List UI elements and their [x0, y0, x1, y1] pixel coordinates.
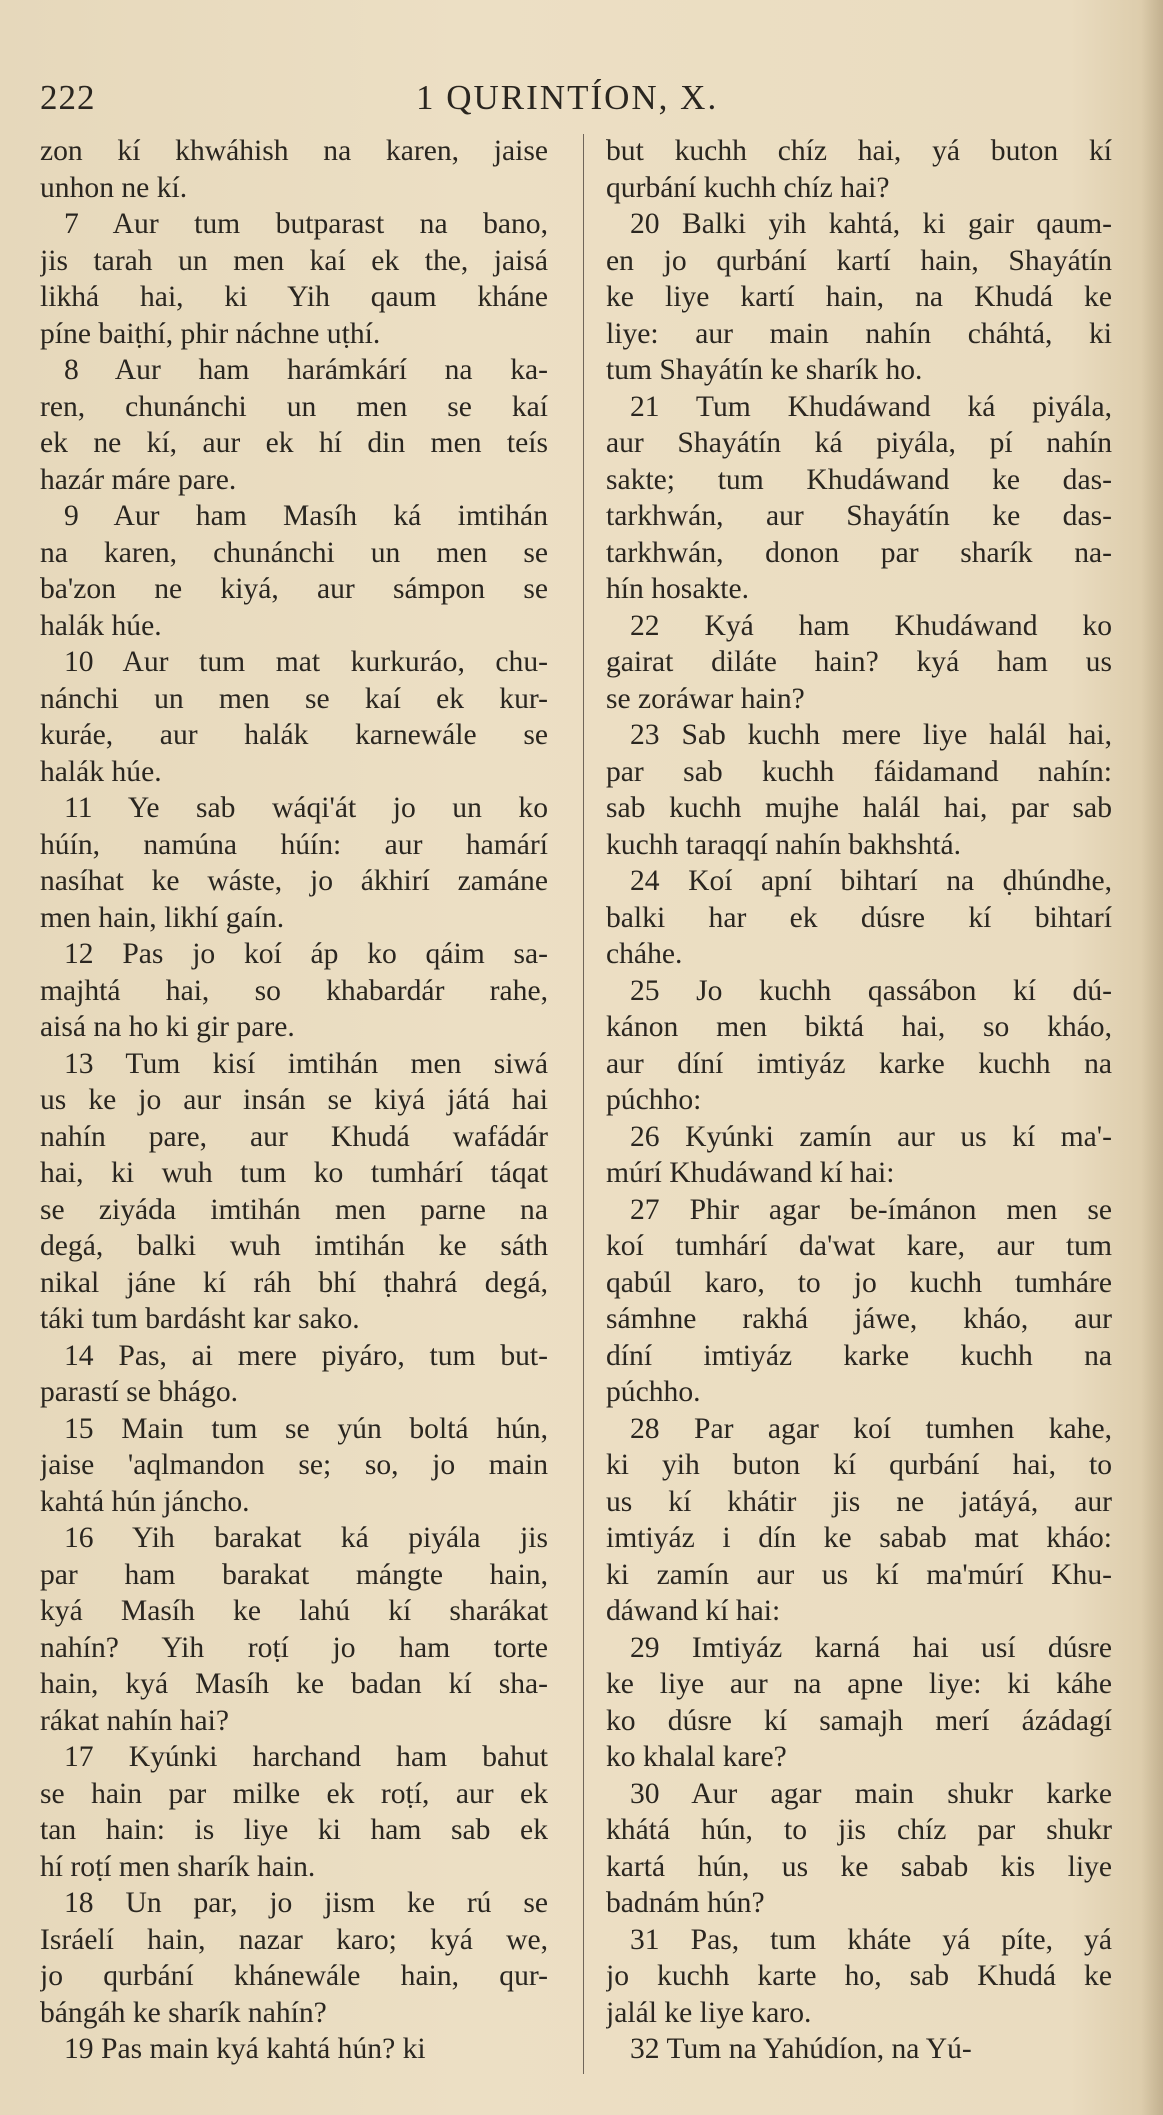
- text-line: khátá hún, to jis chíz par shukr: [606, 1814, 1112, 1846]
- text-line: qabúl karo, to jo kuchh tumháre: [606, 1266, 1112, 1299]
- text-line: but kuchh chíz hai, yá buton kí: [606, 135, 1112, 167]
- text-line: zon kí khwáhish na karen, jaise: [40, 135, 548, 167]
- text-line: 26 Kyúnki zamín aur us kí ma'-: [630, 1120, 1112, 1153]
- column-divider: [583, 134, 584, 2074]
- text-line: se zoráwar hain?: [606, 682, 805, 715]
- text-line: aisá na ho ki gir pare.: [40, 1011, 295, 1043]
- text-line: par sab kuchh fáidamand nahín:: [606, 755, 1112, 788]
- text-line: bángáh ke sharík nahín?: [40, 1996, 327, 2029]
- text-line: gairat diláte hain? kyá ham us: [606, 646, 1112, 678]
- text-line: púchho:: [606, 1084, 702, 1116]
- text-line: degá, balki wuh imtihán ke sáth: [40, 1230, 548, 1262]
- text-line: 15 Main tum se yún boltá hún,: [64, 1412, 548, 1445]
- text-line: cháhe.: [606, 938, 683, 970]
- text-line: qurbání kuchh chíz hai?: [606, 171, 890, 204]
- text-line: 23 Sab kuchh mere liye halál hai,: [630, 719, 1112, 751]
- text-line: balki har ek dúsre kí bihtarí: [606, 901, 1112, 934]
- text-line: nahín pare, aur Khudá wafádár: [40, 1120, 548, 1153]
- right-column: [606, 133, 1112, 2068]
- text-line: kahtá hún jáncho.: [40, 1485, 250, 1518]
- text-line: ek ne kí, aur ek hí din men teís: [40, 427, 548, 459]
- text-line: 18 Un par, jo jism ke rú se: [64, 1887, 548, 1919]
- text-line: men hain, likhí gaín.: [40, 901, 285, 934]
- text-line: kánon men biktá hai, so kháo,: [606, 1011, 1112, 1043]
- text-line: 7 Aur tum butparast na bano,: [64, 208, 548, 240]
- text-line: hazár máre pare.: [40, 463, 237, 496]
- text-line: nánchi un men se kaí ek kur-: [40, 682, 548, 715]
- text-line: 12 Pas jo koí áp ko qáim sa-: [64, 938, 548, 970]
- text-line: 8 Aur ham harámkárí na ka-: [64, 354, 548, 386]
- text-line: kuchh taraqqí nahín bakhshtá.: [606, 828, 962, 861]
- text-line: ke liye aur na apne liye: ki káhe: [606, 1668, 1112, 1700]
- text-line: jis tarah un men kaí ek the, jaisá: [40, 244, 548, 277]
- text-line: jaise 'aqlmandon se; so, jo main: [40, 1449, 548, 1481]
- text-line: hain, kyá Masíh ke badan kí sha-: [40, 1668, 548, 1700]
- text-line: 25 Jo kuchh qassábon kí dú-: [630, 974, 1112, 1007]
- text-line: jo kuchh karte ho, sab Khudá ke: [606, 1960, 1112, 1992]
- text-line: se hain par milke ek roṭí, aur ek: [40, 1777, 548, 1810]
- text-line: 14 Pas, ai mere piyáro, tum but-: [64, 1339, 548, 1372]
- text-line: 22 Kyá ham Khudáwand ko: [630, 609, 1112, 642]
- text-line: hí roṭí men sharík hain.: [40, 1850, 316, 1883]
- text-line: 31 Pas, tum kháte yá píte, yá: [630, 1923, 1112, 1956]
- text-line: 21 Tum Khudáwand ká piyála,: [630, 390, 1112, 423]
- text-line: rákat nahín hai?: [40, 1704, 229, 1737]
- text-line: tarkhwán, donon par sharík na-: [606, 536, 1112, 569]
- text-line: us ke jo aur insán se kiyá játá hai: [40, 1084, 548, 1116]
- page-edge-shadow: [1141, 0, 1163, 2115]
- text-line: táki tum bardásht kar sako.: [40, 1303, 360, 1335]
- text-line: sab kuchh mujhe halál hai, par sab: [606, 792, 1112, 824]
- text-line: hín hosakte.: [606, 573, 750, 605]
- text-line: 20 Balki yih kahtá, ki gair qaum-: [630, 208, 1112, 240]
- text-line: Isráelí hain, nazar karo; kyá we,: [40, 1923, 548, 1956]
- text-line: kuráe, aur halák karnewále se: [40, 719, 548, 751]
- text-line: liye: aur main nahín cháhtá, ki: [606, 317, 1112, 350]
- text-line: us kí khátir jis ne jatáyá, aur: [606, 1485, 1112, 1518]
- text-line: koí tumhárí da'wat kare, aur tum: [606, 1230, 1112, 1262]
- text-line: hai, ki wuh tum ko tumhárí táqat: [40, 1157, 548, 1189]
- text-line: majhtá hai, so khabardár rahe,: [40, 974, 548, 1007]
- text-line: parastí se bhágo.: [40, 1376, 239, 1408]
- text-line: píne baiṭhí, phir náchne uṭhí.: [40, 317, 381, 350]
- text-line: sámhne rakhá jáwe, kháo, aur: [606, 1303, 1112, 1335]
- text-line: 17 Kyúnki harchand ham bahut: [64, 1741, 548, 1773]
- text-line: 10 Aur tum mat kurkuráo, chu-: [64, 646, 548, 678]
- text-line: 19 Pas main kyá kahtá hún? ki: [64, 2033, 426, 2065]
- text-line: tum Shayátín ke sharík ho.: [606, 354, 923, 386]
- text-line: badnám hún?: [606, 1887, 765, 1919]
- running-header: [40, 78, 760, 128]
- text-line: húín, namúna húín: aur hamárí: [40, 828, 548, 861]
- running-title: 1 QURINTÍON, X.: [416, 78, 719, 117]
- text-line: díní imtiyáz karke kuchh na: [606, 1339, 1112, 1372]
- text-line: kartá hún, us ke sabab kis liye: [606, 1850, 1112, 1883]
- text-line: tan hain: is liye ki ham sab ek: [40, 1814, 548, 1846]
- text-line: ki yih buton kí qurbání hai, to: [606, 1449, 1112, 1481]
- text-line: likhá hai, ki Yih qaum kháne: [40, 281, 548, 313]
- text-line: imtiyáz i dín ke sabab mat kháo:: [606, 1522, 1112, 1554]
- text-line: púchho.: [606, 1376, 701, 1408]
- text-line: múrí Khudáwand kí hai:: [606, 1157, 895, 1189]
- left-column: [40, 133, 548, 2068]
- text-line: 27 Phir agar be-ímánon men se: [630, 1193, 1112, 1226]
- text-line: 32 Tum na Yahúdíon, na Yú-: [630, 2033, 972, 2065]
- text-line: aur Shayátín ká piyála, pí nahín: [606, 427, 1112, 459]
- text-line: na karen, chunánchi un men se: [40, 536, 548, 569]
- text-line: nikal jáne kí ráh bhí ṭhahrá degá,: [40, 1266, 548, 1299]
- text-line: kyá Masíh ke lahú kí sharákat: [40, 1595, 548, 1627]
- text-line: 24 Koí apní bihtarí na ḍhúndhe,: [630, 865, 1112, 897]
- text-line: ba'zon ne kiyá, aur sámpon se: [40, 573, 548, 605]
- text-line: ke liye kartí hain, na Khudá ke: [606, 281, 1112, 313]
- text-line: sakte; tum Khudáwand ke das-: [606, 463, 1112, 496]
- text-line: ki zamín aur us kí ma'múrí Khu-: [606, 1558, 1112, 1591]
- text-line: tarkhwán, aur Shayátín ke das-: [606, 500, 1112, 532]
- text-line: 16 Yih barakat ká piyála jis: [64, 1522, 548, 1554]
- text-line: ren, chunánchi un men se kaí: [40, 390, 548, 423]
- text-line: 9 Aur ham Masíh ká imtihán: [64, 500, 548, 532]
- text-line: 13 Tum kisí imtihán men siwá: [64, 1047, 548, 1080]
- text-line: en jo qurbání kartí hain, Shayátín: [606, 244, 1112, 277]
- text-line: halák húe.: [40, 609, 162, 642]
- text-line: 30 Aur agar main shukr karke: [630, 1777, 1112, 1810]
- text-line: nasíhat ke wáste, jo ákhirí zamáne: [40, 865, 548, 897]
- text-line: jalál ke liye karo.: [606, 1996, 812, 2029]
- text-line: 11 Ye sab wáqi'át jo un ko: [64, 792, 548, 824]
- page-number: 222: [40, 78, 96, 117]
- text-line: halák húe.: [40, 755, 162, 788]
- text-line: dáwand kí hai:: [606, 1595, 781, 1627]
- text-line: ko dúsre kí samajh merí ázádagí: [606, 1704, 1112, 1737]
- text-line: 28 Par agar koí tumhen kahe,: [630, 1412, 1112, 1445]
- text-line: unhon ne kí.: [40, 171, 188, 204]
- text-line: 29 Imtiyáz karná hai usí dúsre: [630, 1631, 1112, 1664]
- text-line: se ziyáda imtihán men parne na: [40, 1193, 548, 1226]
- text-line: aur díní imtiyáz karke kuchh na: [606, 1047, 1112, 1080]
- text-line: ko khalal kare?: [606, 1741, 787, 1773]
- text-line: par ham barakat mángte hain,: [40, 1558, 548, 1591]
- text-line: nahín? Yih roṭí jo ham torte: [40, 1631, 548, 1664]
- text-line: jo qurbání khánewále hain, qur-: [40, 1960, 548, 1992]
